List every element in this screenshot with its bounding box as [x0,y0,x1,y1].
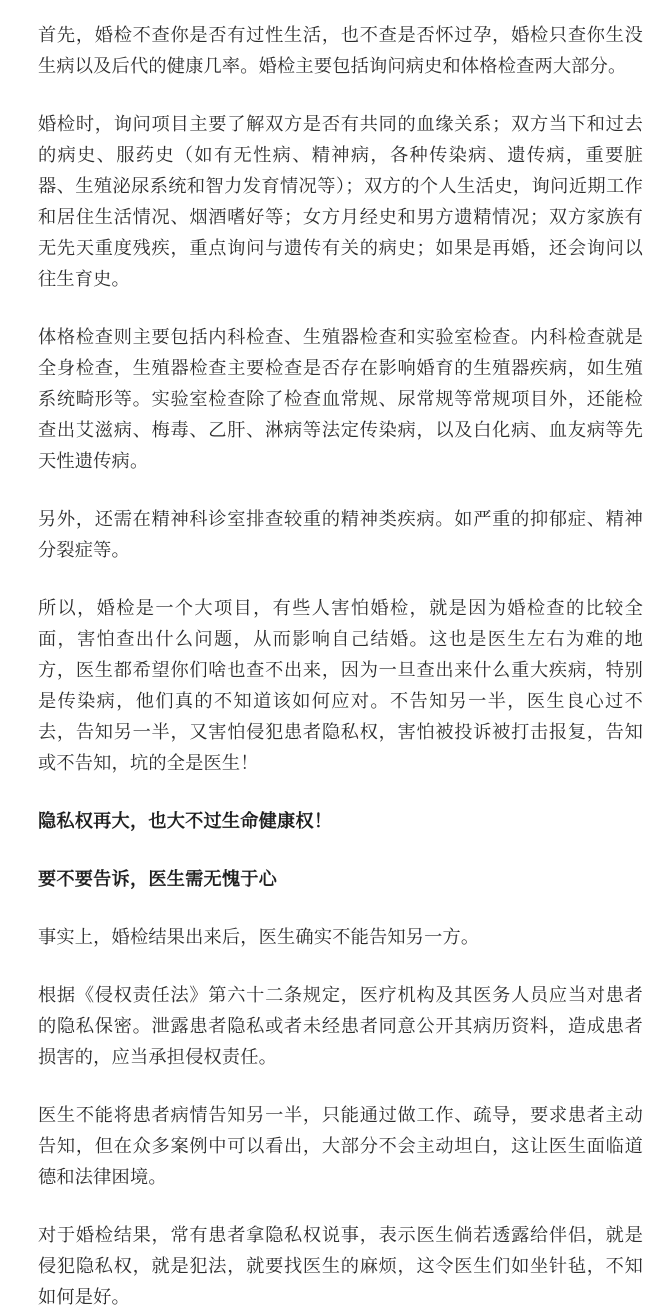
paragraph-doctor-dilemma: 所以，婚检是一个大项目，有些人害怕婚检，就是因为婚检查的比较全面，害怕查出什么问题，从而影响自己结婚。这也是医生左右为难的地方，医生都希望你们啥也查不出来，因为一旦查出来什么重大疾病，特别是传染病，他们真的不知道该如何应对。不告知另一半，医生良心过不去，告知另一半，又害怕侵犯患者隐私权，害怕被投诉被打击报复，告知或不告知，坑的全是医生！ [38,598,643,774]
paragraph-inquiry-items: 婚检时，询问项目主要了解双方是否有共同的血缘关系；双方当下和过去的病史、服药史（如有无性病、精神病，各种传染病、遗传病，重要脏器、生殖泌尿系统和智力发育情况等）；双方的个人生活史，询问近期工作和居住生活情况、烟酒嗜好等；女方月经史和男方遗精情况；双方家族有无先天重度残疾，重点询问与遗传有关的病史；如果是再婚，还会询问以往生育史。 [38,114,643,290]
paragraph-privacy-claims: 对于婚检结果，常有患者拿隐私权说事，表示医生倘若透露给伴侣，就是侵犯隐私权，就是犯法，就要找医生的麻烦，这令医生们如坐针毡，不知如何是好。 [38,1225,643,1308]
paragraph-physical-exam: 体格检查则主要包括内科检查、生殖器检查和实验室检查。内科检查就是全身检查，生殖器检查主要检查是否存在影响婚育的生殖器疾病，如生殖系统畸形等。实验室检查除了检查血常规、尿常规等常规项目外，还能检查出艾滋病、梅毒、乙肝、淋病等法定传染病，以及白化病、血友病等先天性遗传病。 [38,327,643,472]
heading-tell-or-not: 要不要告诉，医生需无愧于心 [38,869,278,890]
paragraph-persuade-patient: 医生不能将患者病情告知另一半，只能通过做工作、疏导，要求患者主动告知，但在众多案例中可以看出，大部分不会主动坦白，这让医生面临道德和法律困境。 [38,1105,643,1188]
heading-privacy-vs-health: 隐私权再大，也大不过生命健康权！ [38,811,333,832]
paragraph-cannot-inform: 事实上，婚检结果出来后，医生确实不能告知另一方。 [38,927,480,948]
paragraph-premarital-check-scope: 首先，婚检不查你是否有过性生活，也不查是否怀过孕，婚检只查你生没生病以及后代的健康几率。婚检主要包括询问病史和体格检查两大部分。 [38,25,643,77]
paragraph-tort-law: 根据《侵权责任法》第六十二条规定，医疗机构及其医务人员应当对患者的隐私保密。泄露患者隐私或者未经患者同意公开其病历资料，造成患者损害的，应当承担侵权责任。 [38,985,643,1068]
paragraph-psychiatric-screening: 另外，还需在精神科诊室排查较重的精神类疾病。如严重的抑郁症、精神分裂症等。 [38,509,643,561]
